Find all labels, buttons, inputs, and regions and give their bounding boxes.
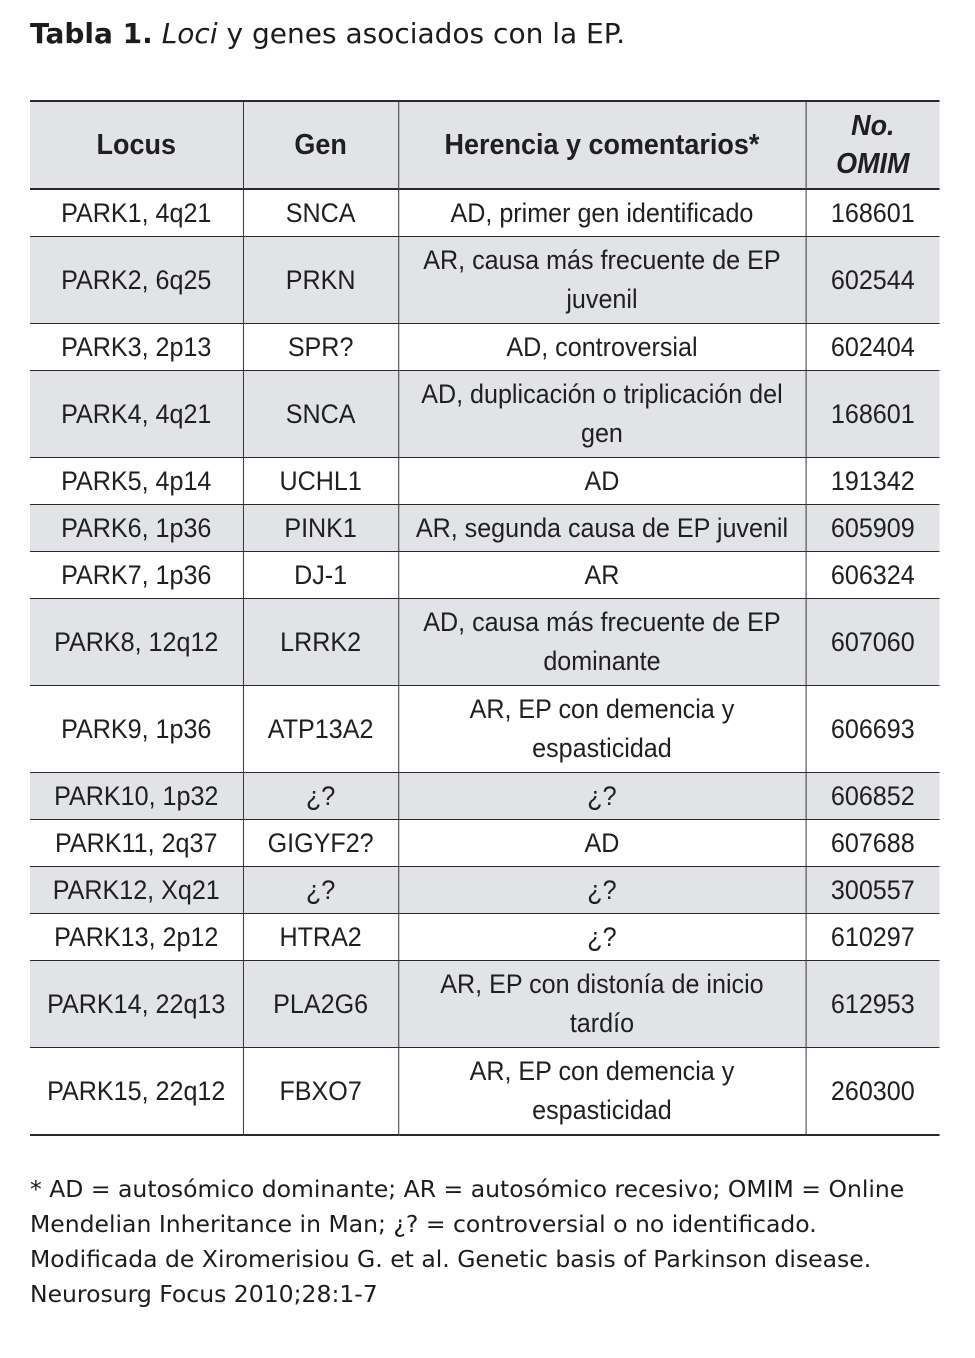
cell-omim: 612953: [806, 961, 940, 1048]
header-omim-line2: OMIM: [836, 148, 910, 180]
cell-locus: PARK3, 2p13: [30, 324, 243, 371]
cell-locus: PARK10, 1p32: [30, 773, 243, 820]
table-row: [30, 324, 940, 371]
cell-gen: UCHL1: [243, 458, 398, 505]
table-row: [30, 686, 940, 773]
caption-text: y genes asociados con la EP.: [226, 17, 626, 50]
table-row: [30, 371, 940, 458]
cell-herencia: AR: [398, 552, 805, 599]
cell-gen: PLA2G6: [243, 961, 398, 1048]
cell-herencia: AD, controversial: [398, 324, 805, 371]
cell-omim: 605909: [806, 505, 940, 552]
cell-omim: 602544: [806, 237, 940, 324]
header-gen: Gen: [243, 101, 398, 189]
cell-herencia: AD, duplicación o triplicación del gen: [398, 371, 805, 458]
cell-gen: LRRK2: [243, 599, 398, 686]
cell-herencia: AD: [398, 820, 805, 867]
cell-gen: DJ-1: [243, 552, 398, 599]
cell-gen: ATP13A2: [243, 686, 398, 773]
cell-locus: PARK14, 22q13: [30, 961, 243, 1048]
cell-herencia: AR, EP con demencia y espasticidad: [398, 1048, 805, 1136]
cell-omim: 610297: [806, 914, 940, 961]
cell-omim: 606852: [806, 773, 940, 820]
cell-gen: SNCA: [243, 189, 398, 237]
cell-herencia: AR, causa más frecuente de EP juvenil: [398, 237, 805, 324]
cell-herencia: AR, EP con distonía de inicio tardío: [398, 961, 805, 1048]
table-row: [30, 914, 940, 961]
cell-locus: PARK6, 1p36: [30, 505, 243, 552]
cell-omim: 168601: [806, 371, 940, 458]
cell-omim: 260300: [806, 1048, 940, 1136]
caption-italic-word: Loci: [161, 17, 218, 50]
cell-omim: 168601: [806, 189, 940, 237]
cell-locus: PARK12, Xq21: [30, 867, 243, 914]
table-row: [30, 599, 940, 686]
table-row: [30, 458, 940, 505]
cell-herencia: ¿?: [398, 914, 805, 961]
cell-locus: PARK1, 4q21: [30, 189, 243, 237]
cell-omim: 606324: [806, 552, 940, 599]
table-row: [30, 820, 940, 867]
cell-gen: GIGYF2?: [243, 820, 398, 867]
cell-gen: PINK1: [243, 505, 398, 552]
header-omim: [806, 101, 940, 189]
cell-herencia: AD, causa más frecuente de EP dominante: [398, 599, 805, 686]
footnote-line: Modificada de Xiromerisiou G. et al. Genetic basis of Parkinson disease.: [30, 1245, 872, 1273]
table-row: [30, 552, 940, 599]
cell-herencia: ¿?: [398, 867, 805, 914]
caption-label: Tabla 1.: [30, 17, 153, 50]
cell-herencia: ¿?: [398, 773, 805, 820]
header-herencia: Herencia y comentarios*: [398, 101, 805, 189]
cell-gen: FBXO7: [243, 1048, 398, 1136]
cell-herencia: AR, EP con demencia y espasticidad: [398, 686, 805, 773]
table-row: [30, 189, 940, 237]
cell-omim: 607060: [806, 599, 940, 686]
cell-omim: 191342: [806, 458, 940, 505]
table-row: [30, 961, 940, 1048]
cell-omim: 300557: [806, 867, 940, 914]
cell-locus: PARK2, 6q25: [30, 237, 243, 324]
table-body: [30, 189, 940, 1135]
cell-gen: HTRA2: [243, 914, 398, 961]
cell-herencia: AR, segunda causa de EP juvenil: [398, 505, 805, 552]
header-omim-line1: No.: [851, 110, 895, 142]
cell-locus: PARK9, 1p36: [30, 686, 243, 773]
cell-omim: 606693: [806, 686, 940, 773]
footnote-line: Neurosurg Focus 2010;28:1-7: [30, 1280, 378, 1308]
footnote: [30, 1172, 950, 1312]
footnote-line: * AD = autosómico dominante; AR = autosómico recesivo; OMIM = Online: [30, 1175, 905, 1203]
table-row: [30, 237, 940, 324]
cell-locus: PARK7, 1p36: [30, 552, 243, 599]
cell-locus: PARK8, 12q12: [30, 599, 243, 686]
table-caption: [30, 14, 625, 54]
table-row: [30, 1048, 940, 1136]
cell-omim: 602404: [806, 324, 940, 371]
cell-omim: 607688: [806, 820, 940, 867]
cell-herencia: AD, primer gen identificado: [398, 189, 805, 237]
cell-gen: SPR?: [243, 324, 398, 371]
cell-locus: PARK4, 4q21: [30, 371, 243, 458]
footnote-line: Mendelian Inheritance in Man; ¿? = controversial o no identificado.: [30, 1210, 817, 1238]
table-row: [30, 867, 940, 914]
cell-gen: ¿?: [243, 773, 398, 820]
cell-locus: PARK15, 22q12: [30, 1048, 243, 1136]
cell-gen: PRKN: [243, 237, 398, 324]
table-row: [30, 773, 940, 820]
cell-gen: ¿?: [243, 867, 398, 914]
loci-table: [30, 100, 940, 1136]
table-header-row: [30, 101, 940, 189]
cell-locus: PARK11, 2q37: [30, 820, 243, 867]
cell-herencia: AD: [398, 458, 805, 505]
cell-locus: PARK5, 4p14: [30, 458, 243, 505]
table-row: [30, 505, 940, 552]
cell-locus: PARK13, 2p12: [30, 914, 243, 961]
cell-gen: SNCA: [243, 371, 398, 458]
header-locus: Locus: [30, 101, 243, 189]
